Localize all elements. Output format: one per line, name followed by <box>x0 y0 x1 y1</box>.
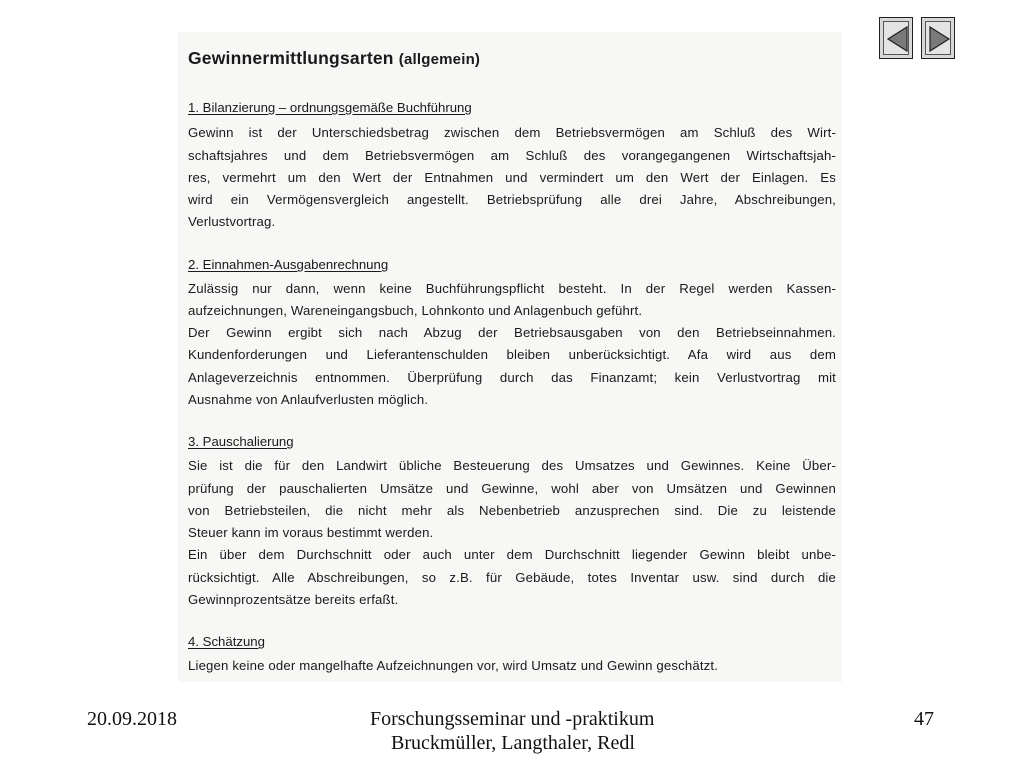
section-1-line: Verlustvortrag. <box>188 214 276 229</box>
section-4-line: Liegen keine oder mangelhafte Aufzeichnungen vor, wird Umsatz und Gewinn geschätzt. <box>188 658 719 673</box>
section-3-line: von Betriebsteilen, die nicht mehr als Nebenbetrieb anzusprechen sind. Die zu leistende <box>188 503 836 518</box>
section-3-line: prüfung der pauschalierten Umsätze und Gewinne, wohl aber von Umsätzen und Gewinnen <box>188 481 836 496</box>
section-2-line: Kundenforderungen und Lieferantenschulden bleiben unberücksichtigt. Afa wird aus dem <box>188 347 836 362</box>
section-2-line: aufzeichnungen, Wareneingangsbuch, Lohnkonto und Anlagenbuch geführt. <box>188 303 643 318</box>
section-2-line: Der Gewinn ergibt sich nach Abzug der Betriebsausgaben von den Betriebseinnahmen. <box>188 325 836 340</box>
section-1-line: wird ein Vermögensvergleich angestellt. Betriebsprüfung alle drei Jahre, Abschreibungen, <box>188 192 836 207</box>
section-heading-1: 1. Bilanzierung – ordnungsgemäße Buchführung <box>188 100 472 115</box>
footer-title-line-1: Forschungsseminar und -praktikum <box>370 708 655 730</box>
section-2-line: Anlageverzeichnis entnommen. Überprüfung durch das Finanzamt; kein Verlustvortrag mit <box>188 370 836 385</box>
footer-page-number: 47 <box>914 708 934 730</box>
section-heading-4: 4. Schätzung <box>188 634 265 649</box>
section-1-line: schaftsjahres und dem Betriebsvermögen am Schluß des vorangegangenen Wirtschaftsjah- <box>188 148 836 163</box>
section-3-line: Sie ist die für den Landwirt übliche Besteuerung des Umsatzes und Gewinnes. Keine Über- <box>188 458 836 473</box>
document-title <box>188 48 480 69</box>
section-heading-3: 3. Pauschalierung <box>188 434 294 449</box>
triangle-left-icon <box>880 18 914 60</box>
previous-slide-button[interactable] <box>879 17 913 59</box>
section-3-line: Steuer kann im voraus bestimmt werden. <box>188 525 434 540</box>
section-2-line: Ausnahme von Anlaufverlusten möglich. <box>188 392 429 407</box>
footer-title-line-2: Bruckmüller, Langthaler, Redl <box>391 732 635 754</box>
footer-date: 20.09.2018 <box>87 708 177 730</box>
section-1-line: Gewinn ist der Unterschiedsbetrag zwischen dem Betriebsvermögen am Schluß des Wirt- <box>188 125 836 140</box>
section-3-line: rücksichtigt. Alle Abschreibungen, so z.B. für Gebäude, totes Inventar usw. sind durch die <box>188 570 836 585</box>
document-title-sub: (allgemein) <box>398 51 481 68</box>
triangle-right-icon <box>922 18 956 60</box>
section-heading-2: 2. Einnahmen-Ausgabenrechnung <box>188 257 389 272</box>
document-title-main: Gewinnermittlungsarten <box>188 48 394 68</box>
section-2-line: Zulässig nur dann, wenn keine Buchführungspflicht besteht. In der Regel werden Kassen- <box>188 281 836 296</box>
section-1-line: res, vermehrt um den Wert der Entnahmen und vermindert um den Wert der Einlagen. Es <box>188 170 836 185</box>
section-3-line: Ein über dem Durchschnitt oder auch unter dem Durchschnitt liegender Gewinn bleibt unbe- <box>188 547 836 562</box>
next-slide-button[interactable] <box>921 17 955 59</box>
section-3-line: Gewinnprozentsätze bereits erfaßt. <box>188 592 399 607</box>
